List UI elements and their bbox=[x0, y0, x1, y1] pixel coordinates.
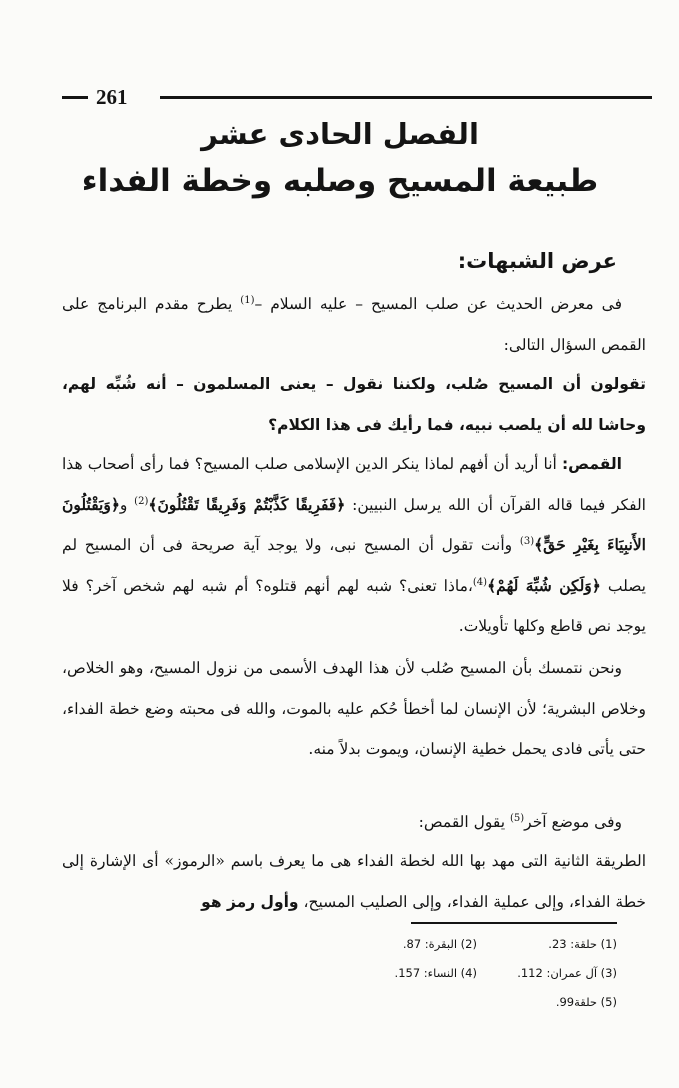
answer-text-4: ،ماذا تعنى؟ شبه لهم أنهم قتلوه؟ أم شبه لهم شخص آخر؟ فلا يوجد نص قاطع وكلها تأويلات. bbox=[62, 576, 646, 635]
answer-text-3: وأنت تقول أن المسيح نبى، ولا يوجد آية صريحة فى أن المسيح لم يصلب bbox=[62, 536, 646, 595]
chapter-subtitle: طبيعة المسيح وصلبه وخطة الفداء bbox=[81, 163, 599, 199]
header-rule bbox=[160, 96, 652, 99]
intro-text-cont: يطرح مقدم البرنامج على القمص السؤال التالى: bbox=[62, 295, 646, 354]
quran-quote-1: ﴿فَفَرِيقًا كَذَّبْتُمْ وَفَرِيقًا تَقْتُلُونَ﴾ bbox=[148, 494, 346, 514]
footnote-4: (4) النساء: 157. bbox=[394, 966, 477, 980]
page-header bbox=[62, 82, 652, 112]
section-heading: عرض الشبهات: bbox=[457, 249, 617, 273]
intro-text: فى معرض الحديث عن صلب المسيح – عليه السلام – bbox=[254, 295, 622, 313]
footnote-ref-1: (1) bbox=[240, 294, 255, 306]
another-place-text-cont: يقول القمص: bbox=[418, 813, 510, 831]
paragraph-answer bbox=[62, 444, 646, 647]
speaker-label: القمص: bbox=[561, 455, 622, 473]
page-number: 261 bbox=[96, 85, 128, 109]
paragraph-question: تقولون أن المسيح صُلب، ولكننا نقول – يعنى المسلمون – أنه شُبِّه لهم، وحاشا لله أن يلصب نبيه، فما رأيك فى هذا الكلام؟ bbox=[62, 375, 646, 434]
another-place-text: وفى موضع آخر bbox=[524, 813, 622, 831]
footnote-ref-2: (2) bbox=[134, 495, 149, 507]
header-dash bbox=[62, 96, 88, 99]
paragraph-another-place bbox=[62, 802, 646, 843]
second-method-text: الطريقة الثانية التى مهد بها الله لخطة الفداء هى ما يعرف باسم «الرموز» أى الإشارة إلى خطة الفداء، وإلى عملية الفداء، وإلى الصليب المسيح، bbox=[62, 852, 646, 911]
second-method-bold: وأول رمز هو bbox=[201, 892, 299, 911]
paragraph-second-method bbox=[62, 841, 646, 922]
chapter-title: الفصل الحادى عشر bbox=[201, 117, 479, 151]
paragraph-salvation bbox=[62, 648, 646, 770]
footnote-2: (2) البقرة: 87. bbox=[402, 937, 477, 951]
salvation-text: ونحن نتمسك بأن المسيح صُلب لأن هذا الهدف الأسمى من نزول المسيح، وهو الخلاص، وخلاص البشرية؛ لأن الإنسان لما أخطأ حُكم عليه بالموت، والله فى محبته وضع خطة الفداء، حتى يأتى فادى يحمل خطية الإنسان، ويموت بدلاً منه. bbox=[62, 659, 646, 758]
answer-text-1: أنا أريد أن أفهم لماذا ينكر الدين الإسلامى صلب المسيح؟ فما رأى أصحاب هذا الفكر فيما قاله القرآن أن الله يرسل النبيين: bbox=[62, 455, 646, 514]
quran-quote-2: ﴿وَيَقْتُلُونَ الأَنبِيَاءَ بِغَيْرِ حَقٍّ﴾ bbox=[62, 494, 646, 554]
quran-quote-3: ﴿وَلَكِن شُبِّهَ لَهُمْ﴾ bbox=[487, 575, 601, 595]
footnote-1: (1) حلقة: 23. bbox=[548, 937, 617, 951]
footnote-5: (5) حلقة99. bbox=[555, 995, 617, 1009]
footnote-row bbox=[287, 930, 617, 959]
footnote-row bbox=[287, 959, 617, 988]
footnote-ref-3: (3) bbox=[519, 535, 535, 547]
footnote-row bbox=[287, 988, 617, 1017]
footnote-3: (3) آل عمران: 112. bbox=[517, 966, 617, 980]
footnote-ref-4: (4) bbox=[472, 576, 488, 588]
footnote-ref-5: (5) bbox=[509, 812, 525, 824]
answer-text-2: و bbox=[119, 495, 135, 514]
paragraph-intro bbox=[62, 284, 646, 365]
footnote-rule bbox=[411, 922, 617, 924]
footnotes bbox=[287, 930, 617, 1017]
